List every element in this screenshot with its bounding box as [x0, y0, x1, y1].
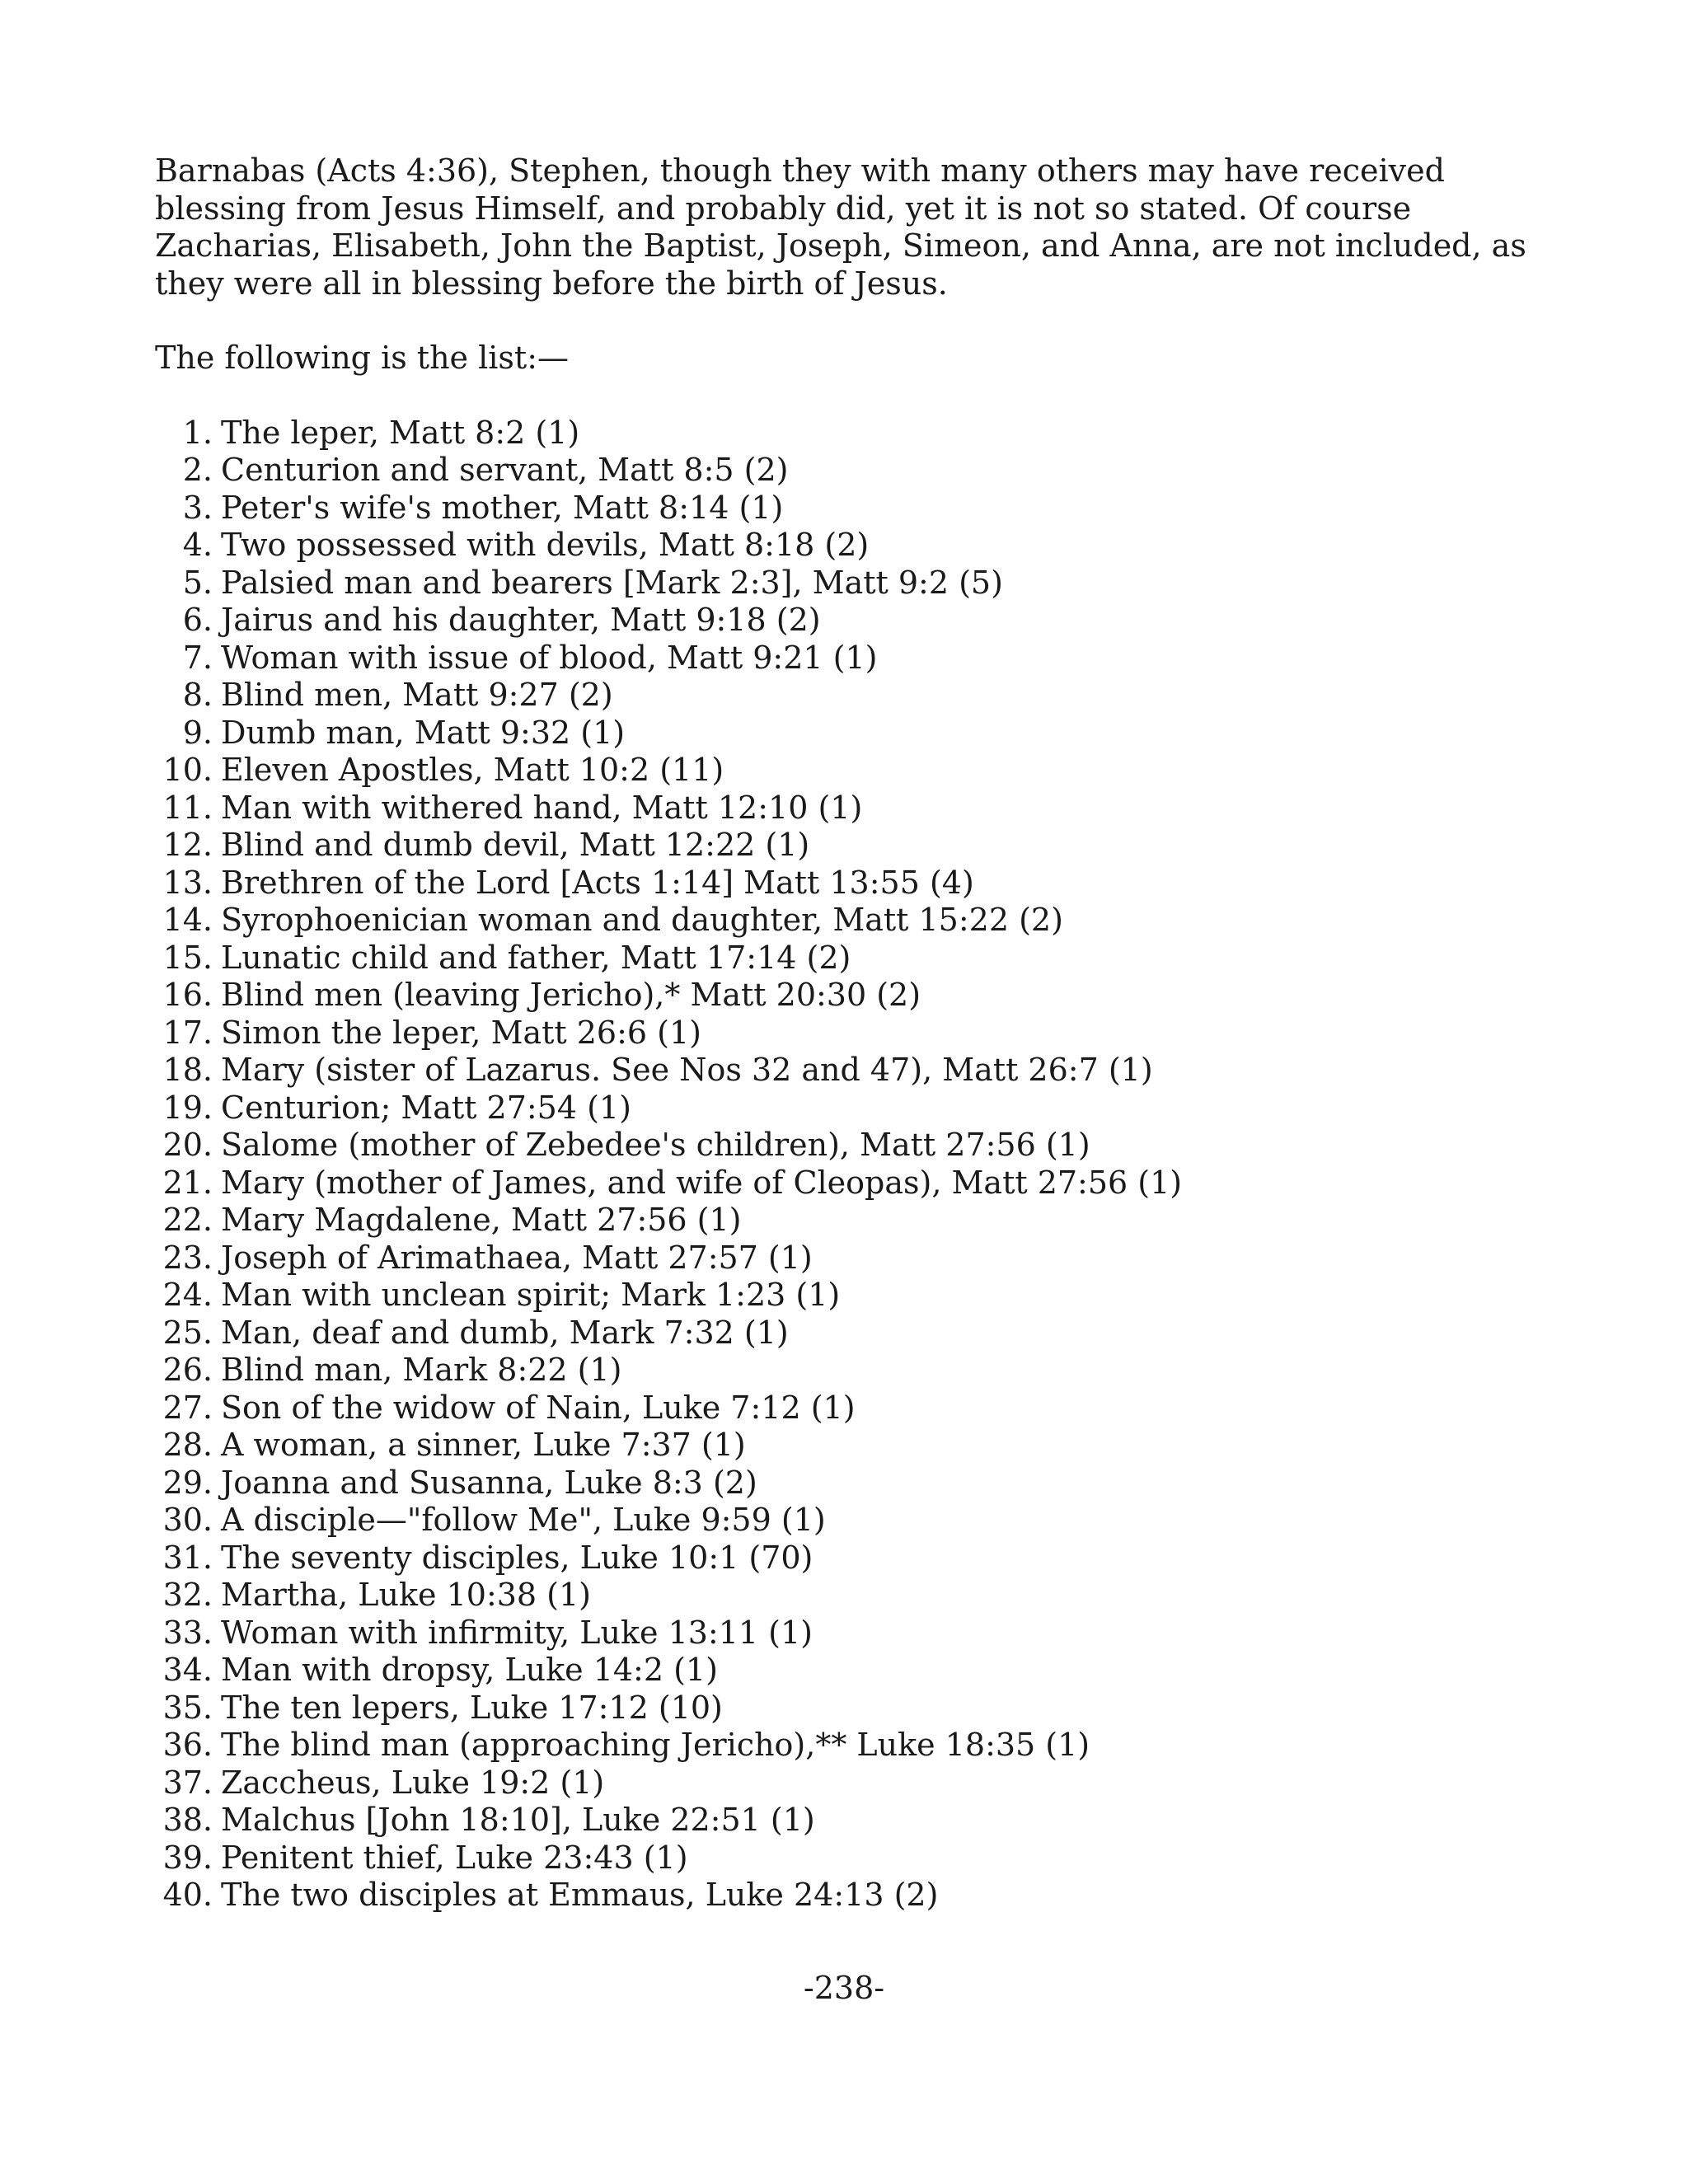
- list-item: [155, 1577, 1540, 1615]
- list-item-number: 39.: [162, 1839, 213, 1876]
- list-item: [155, 1840, 1540, 1877]
- list-item-number: 14.: [162, 902, 213, 938]
- list-item-number: 21.: [162, 1164, 213, 1201]
- list-item-text: Brethren of the Lord [Acts 1:14] Matt 13:55 (4): [221, 864, 974, 901]
- list-item-text: Man with unclean spirit; Mark 1:23 (1): [221, 1277, 841, 1313]
- list-item-number: 17.: [162, 1014, 213, 1051]
- list-item-text: Woman with infirmity, Luke 13:11 (1): [221, 1614, 813, 1651]
- list-item: [155, 1802, 1540, 1840]
- list-item: [155, 1727, 1540, 1765]
- list-item-text: The blind man (approaching Jericho),** Luke 18:35 (1): [221, 1727, 1090, 1763]
- list-item-text: Zaccheus, Luke 19:2 (1): [221, 1764, 605, 1801]
- list-item: [155, 1015, 1540, 1052]
- list-item: [155, 602, 1540, 640]
- list-item-text: Dumb man, Matt 9:32 (1): [221, 714, 626, 751]
- list-item-number: 29.: [162, 1464, 213, 1501]
- list-item: [155, 640, 1540, 677]
- page-body: [155, 152, 1540, 1915]
- list-item-text: Lunatic child and father, Matt 17:14 (2): [221, 939, 851, 976]
- list-item: [155, 1315, 1540, 1352]
- list-item-text: Son of the widow of Nain, Luke 7:12 (1): [221, 1389, 856, 1426]
- list-item-number: 12.: [162, 827, 213, 863]
- list-item-text: Joseph of Arimathaea, Matt 27:57 (1): [221, 1239, 813, 1276]
- list-item: [155, 1277, 1540, 1315]
- list-item-number: 34.: [162, 1652, 213, 1688]
- list-item-text: Two possessed with devils, Matt 8:18 (2): [221, 527, 870, 563]
- list-item-number: 5.: [182, 564, 213, 601]
- list-item-text: Mary (sister of Lazarus. See Nos 32 and 47), Matt 26:7 (1): [221, 1052, 1153, 1088]
- list-item-number: 36.: [162, 1727, 213, 1763]
- list-item: [155, 865, 1540, 902]
- list-item-text: Blind men (leaving Jericho),* Matt 20:30 (2): [221, 977, 921, 1013]
- list-item-text: Mary Magdalene, Matt 27:56 (1): [221, 1202, 742, 1238]
- list-item-number: 25.: [162, 1314, 213, 1351]
- list-item-number: 20.: [162, 1127, 213, 1163]
- list-item: [155, 1202, 1540, 1240]
- list-item-number: 32.: [162, 1577, 213, 1613]
- blessing-list: [155, 415, 1540, 1915]
- list-item: [155, 752, 1540, 790]
- list-item: [155, 1690, 1540, 1727]
- list-item-number: 10.: [162, 752, 213, 788]
- page-number: -238-: [803, 1970, 885, 2006]
- list-item: [155, 715, 1540, 752]
- list-item: [155, 1877, 1540, 1915]
- list-item: [155, 902, 1540, 940]
- list-item-text: Centurion; Matt 27:54 (1): [221, 1089, 631, 1126]
- list-item-text: Man with dropsy, Luke 14:2 (1): [221, 1652, 718, 1688]
- list-item-number: 22.: [162, 1202, 213, 1238]
- list-item-text: Martha, Luke 10:38 (1): [221, 1577, 592, 1613]
- list-item: [155, 1540, 1540, 1577]
- list-item: [155, 1615, 1540, 1652]
- intro-paragraph: Barnabas (Acts 4:36), Stephen, though they with many others may have received blessing from Jesus Himself, and probably did, yet it is not so stated. Of course Zacharias, Elisabeth, John the Baptist, Joseph, Simeon, and Anna, are not included, as they were all in blessing before the birth of Jesus.: [155, 152, 1526, 302]
- list-item-number: 18.: [162, 1052, 213, 1088]
- list-item-number: 31.: [162, 1539, 213, 1576]
- list-item-number: 19.: [162, 1089, 213, 1126]
- list-item-number: 16.: [162, 977, 213, 1013]
- list-item-number: 11.: [162, 789, 213, 826]
- list-item: [155, 452, 1540, 490]
- list-item: [155, 940, 1540, 977]
- list-item: [155, 827, 1540, 865]
- list-item-text: Eleven Apostles, Matt 10:2 (11): [221, 752, 724, 788]
- list-item-number: 23.: [162, 1239, 213, 1276]
- list-item: [155, 790, 1540, 827]
- list-item: [155, 415, 1540, 452]
- list-item-number: 8.: [182, 677, 213, 713]
- list-item: [155, 977, 1540, 1015]
- list-item: [155, 1465, 1540, 1502]
- list-item: [155, 1652, 1540, 1690]
- list-item: [155, 1052, 1540, 1090]
- list-item-number: 30.: [162, 1502, 213, 1538]
- list-item-text: Jairus and his daughter, Matt 9:18 (2): [221, 602, 821, 638]
- list-item-text: Blind men, Matt 9:27 (2): [221, 677, 613, 713]
- list-item-number: 1.: [182, 414, 213, 451]
- list-item: [155, 1502, 1540, 1540]
- list-item-number: 26.: [162, 1352, 213, 1388]
- list-item-number: 4.: [182, 527, 213, 563]
- list-item: [155, 490, 1540, 527]
- list-item-number: 24.: [162, 1277, 213, 1313]
- list-item-text: Blind man, Mark 8:22 (1): [221, 1352, 622, 1388]
- list-item-number: 28.: [162, 1427, 213, 1463]
- list-item-number: 6.: [182, 602, 213, 638]
- list-item-number: 35.: [162, 1689, 213, 1726]
- list-item-number: 27.: [162, 1389, 213, 1426]
- list-item: [155, 1127, 1540, 1165]
- list-item-text: Salome (mother of Zebedee's children), Matt 27:56 (1): [221, 1127, 1090, 1163]
- list-item: [155, 527, 1540, 565]
- list-item: [155, 1427, 1540, 1465]
- list-item: [155, 1090, 1540, 1127]
- list-item: [155, 1165, 1540, 1202]
- list-item-text: Penitent thief, Luke 23:43 (1): [221, 1839, 688, 1876]
- list-item: [155, 1765, 1540, 1802]
- list-item-number: 15.: [162, 939, 213, 976]
- list-item-text: Joanna and Susanna, Luke 8:3 (2): [221, 1464, 757, 1501]
- list-item: [155, 1352, 1540, 1390]
- list-item-number: 9.: [182, 714, 213, 751]
- list-item-text: The leper, Matt 8:2 (1): [221, 414, 580, 451]
- list-item-text: The two disciples at Emmaus, Luke 24:13 (2): [221, 1877, 939, 1913]
- list-item-number: 2.: [182, 452, 213, 488]
- list-item-text: Palsied man and bearers [Mark 2:3], Matt 9:2 (5): [221, 564, 1003, 601]
- list-item-text: Syrophoenician woman and daughter, Matt 15:22 (2): [221, 902, 1063, 938]
- list-item-text: Blind and dumb devil, Matt 12:22 (1): [221, 827, 810, 863]
- list-item-number: 38.: [162, 1802, 213, 1838]
- list-item-number: 7.: [182, 639, 213, 676]
- list-item-number: 40.: [162, 1877, 213, 1913]
- list-item-number: 37.: [162, 1764, 213, 1801]
- list-item: [155, 1240, 1540, 1277]
- list-item-text: A woman, a sinner, Luke 7:37 (1): [221, 1427, 746, 1463]
- list-item-text: The ten lepers, Luke 17:12 (10): [221, 1689, 723, 1726]
- list-item-text: Mary (mother of James, and wife of Cleopas), Matt 27:56 (1): [221, 1164, 1183, 1201]
- list-item-number: 3.: [182, 489, 213, 526]
- list-item-text: Man with withered hand, Matt 12:10 (1): [221, 789, 863, 826]
- list-item: [155, 565, 1540, 602]
- list-item-text: Simon the leper, Matt 26:6 (1): [221, 1014, 701, 1051]
- list-item: [155, 677, 1540, 715]
- list-item-text: Malchus [John 18:10], Luke 22:51 (1): [221, 1802, 815, 1838]
- list-item-text: Centurion and servant, Matt 8:5 (2): [221, 452, 789, 488]
- list-item-text: Man, deaf and dumb, Mark 7:32 (1): [221, 1314, 789, 1351]
- list-item-text: A disciple—"follow Me", Luke 9:59 (1): [221, 1502, 826, 1538]
- list-item-text: Woman with issue of blood, Matt 9:21 (1): [221, 639, 878, 676]
- list-item: [155, 1390, 1540, 1427]
- list-item-text: Peter's wife's mother, Matt 8:14 (1): [221, 489, 784, 526]
- list-lead-in: The following is the list:—: [155, 340, 569, 376]
- list-item-number: 13.: [162, 864, 213, 901]
- list-item-text: The seventy disciples, Luke 10:1 (70): [221, 1539, 814, 1576]
- list-item-number: 33.: [162, 1614, 213, 1651]
